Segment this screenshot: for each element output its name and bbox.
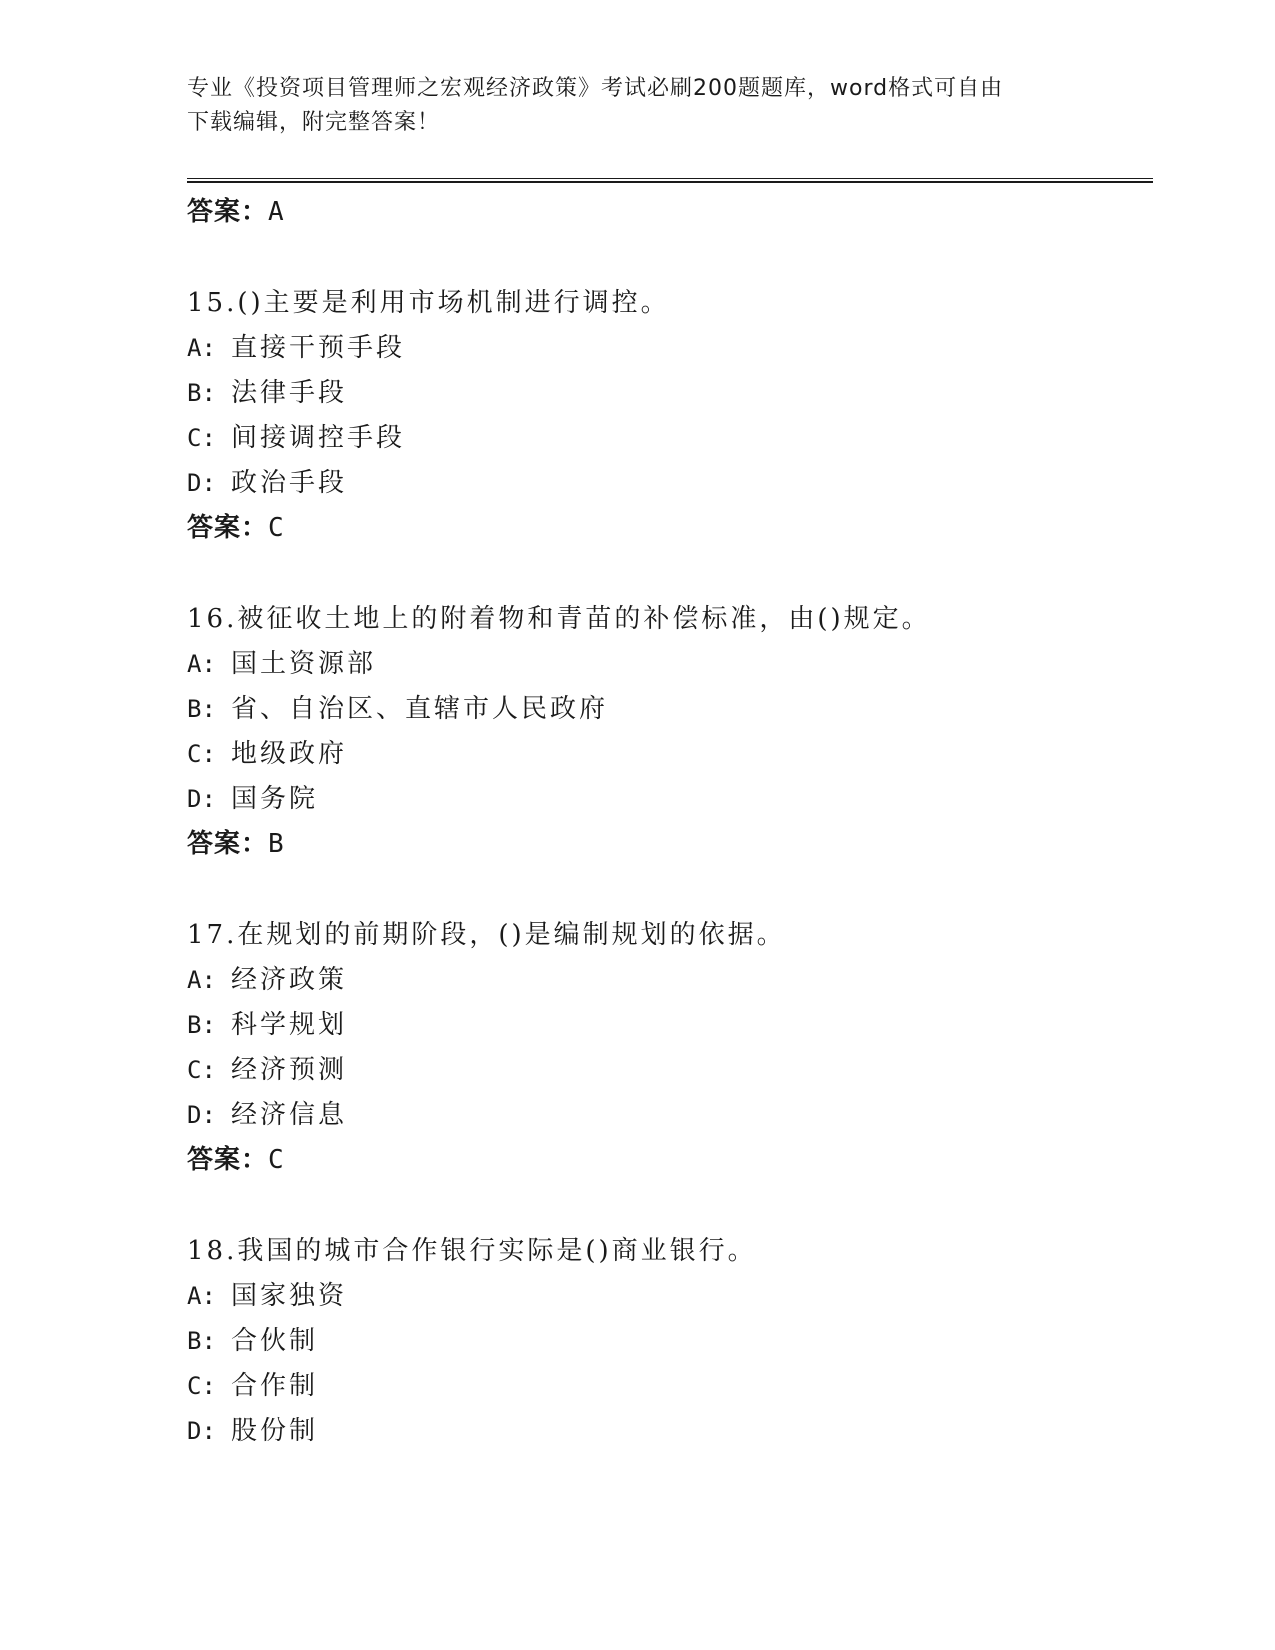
option-text: 政治手段 bbox=[231, 468, 348, 498]
question-text: 17.在规划的前期阶段，()是编制规划的依据。 bbox=[187, 920, 786, 950]
question-text: 15.()主要是利用市场机制进行调控。 bbox=[187, 288, 670, 318]
option-letter: B: bbox=[187, 695, 216, 723]
question-block bbox=[187, 912, 1147, 1182]
option-a bbox=[187, 642, 1147, 687]
option-c bbox=[187, 416, 1147, 461]
answer-line bbox=[187, 1138, 1147, 1182]
option-text: 经济预测 bbox=[231, 1055, 348, 1085]
option-d bbox=[187, 1409, 1147, 1454]
option-text: 间接调控手段 bbox=[231, 423, 406, 453]
question-block bbox=[187, 280, 1147, 550]
option-c bbox=[187, 732, 1147, 777]
option-text: 经济政策 bbox=[231, 965, 348, 995]
option-text: 股份制 bbox=[231, 1416, 319, 1446]
option-text: 合伙制 bbox=[231, 1326, 319, 1356]
option-b bbox=[187, 1003, 1147, 1048]
page-header bbox=[187, 72, 1087, 140]
option-a bbox=[187, 1274, 1147, 1319]
option-letter: B: bbox=[187, 379, 216, 407]
option-letter: A: bbox=[187, 966, 216, 994]
option-b bbox=[187, 1319, 1147, 1364]
option-letter: C: bbox=[187, 1056, 216, 1084]
header-line-2: 下载编辑，附完整答案！ bbox=[187, 110, 441, 135]
option-letter: D: bbox=[187, 469, 216, 497]
option-text: 经济信息 bbox=[231, 1100, 348, 1130]
answer-value: C bbox=[268, 513, 285, 543]
option-letter: B: bbox=[187, 1011, 216, 1039]
answer-label: 答案： bbox=[187, 1145, 269, 1175]
header-divider bbox=[187, 178, 1153, 183]
option-letter: C: bbox=[187, 1372, 216, 1400]
option-c bbox=[187, 1048, 1147, 1093]
option-letter: D: bbox=[187, 1417, 216, 1445]
option-text: 国务院 bbox=[231, 784, 319, 814]
answer-line bbox=[187, 190, 1147, 234]
question-text: 16.被征收土地上的附着物和青苗的补偿标准，由()规定。 bbox=[187, 604, 931, 634]
option-text: 科学规划 bbox=[231, 1010, 348, 1040]
option-text: 直接干预手段 bbox=[231, 333, 406, 363]
answer-label: 答案： bbox=[187, 197, 269, 227]
option-d bbox=[187, 777, 1147, 822]
option-b bbox=[187, 371, 1147, 416]
option-text: 合作制 bbox=[231, 1371, 319, 1401]
option-letter: D: bbox=[187, 1101, 216, 1129]
option-text: 省、自治区、直辖市人民政府 bbox=[231, 694, 609, 724]
option-b bbox=[187, 687, 1147, 732]
answer-value: B bbox=[268, 829, 285, 859]
option-d bbox=[187, 1093, 1147, 1138]
question-block bbox=[187, 596, 1147, 866]
option-d bbox=[187, 461, 1147, 506]
question-text: 18.我国的城市合作银行实际是()商业银行。 bbox=[187, 1236, 757, 1266]
option-text: 地级政府 bbox=[231, 739, 348, 769]
option-c bbox=[187, 1364, 1147, 1409]
option-text: 国土资源部 bbox=[231, 649, 377, 679]
answer-value: A bbox=[268, 197, 285, 227]
option-text: 法律手段 bbox=[231, 378, 348, 408]
option-a bbox=[187, 326, 1147, 371]
document-body bbox=[187, 190, 1147, 1454]
answer-label: 答案： bbox=[187, 513, 269, 543]
option-letter: D: bbox=[187, 785, 216, 813]
question-block bbox=[187, 1228, 1147, 1454]
option-text: 国家独资 bbox=[231, 1281, 348, 1311]
answer-value: C bbox=[268, 1145, 285, 1175]
option-letter: C: bbox=[187, 424, 216, 452]
header-line-1: 专业《投资项目管理师之宏观经济政策》考试必刷200题题库，word格式可自由 bbox=[187, 76, 1004, 101]
option-letter: A: bbox=[187, 334, 216, 362]
option-letter: A: bbox=[187, 1282, 216, 1310]
option-letter: B: bbox=[187, 1327, 216, 1355]
answer-label: 答案： bbox=[187, 829, 269, 859]
option-letter: A: bbox=[187, 650, 216, 678]
option-a bbox=[187, 958, 1147, 1003]
answer-line bbox=[187, 822, 1147, 866]
option-letter: C: bbox=[187, 740, 216, 768]
answer-line bbox=[187, 506, 1147, 550]
